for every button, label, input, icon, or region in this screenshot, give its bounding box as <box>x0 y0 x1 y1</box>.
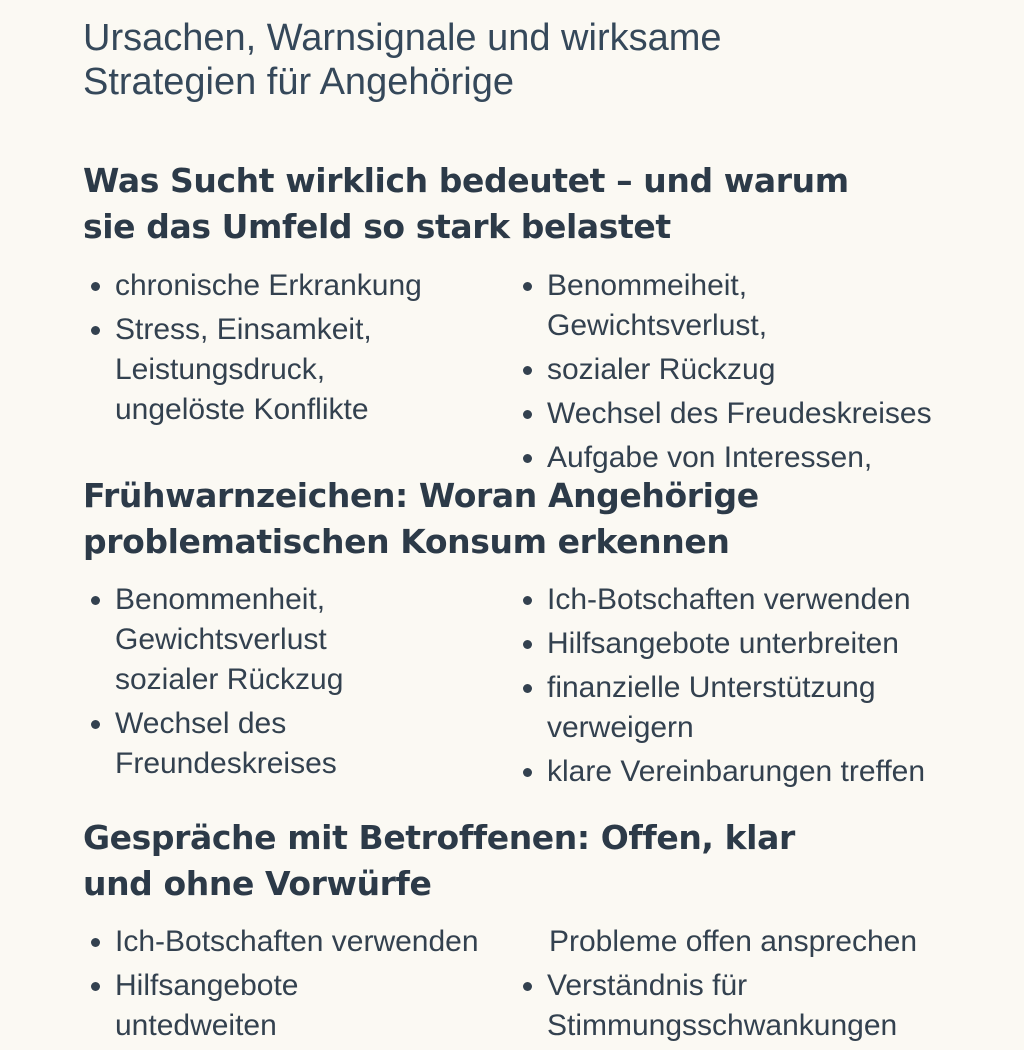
list-item: Wechsel des Freudeskreises <box>515 394 1015 434</box>
section-2-left-list <box>83 580 503 788</box>
list-item: Benommenheit, Gewichtsverlust sozialer Rückzug <box>83 580 503 700</box>
list-item: Probleme offen ansprechen <box>549 925 918 958</box>
document-title: Ursachen, Warnsignale und wirksame Strategien für Angehörige <box>83 17 722 103</box>
list-item: finanzielle Unterstützung verweigern <box>515 668 1015 748</box>
list-item: Stress, Einsamkeit, Leistungsdruck, ungelöste Konflikte <box>83 310 503 430</box>
section-2-right-list <box>515 580 1015 796</box>
list-item: sozialer Rückzug <box>515 350 1015 390</box>
list-item: klare Vereinbarungen treffen <box>515 752 1015 792</box>
list-item: Wechsel des Freundeskreises <box>83 704 503 784</box>
list-item: chronische Erkrankung <box>83 266 503 306</box>
section-3-right-list <box>515 922 1015 1050</box>
list-item: Ich-Botschaften verwenden <box>515 580 1015 620</box>
list-item: Hilfsangebote unterbreiten <box>515 624 1015 664</box>
section-3-left-list <box>83 922 533 1050</box>
list-item: Aufgabe von Interessen, <box>515 438 1015 478</box>
section-heading-conversations: Gespräche mit Betroffenen: Offen, klar und ohne Vorwürfe <box>83 818 795 903</box>
list-item: Hilfsangebote untedweiten <box>83 966 533 1046</box>
section-heading-early-warning-signs: Frühwarnzeichen: Woran Angehörige problematischen Konsum erkennen <box>83 476 759 561</box>
section-1-left-list <box>83 266 503 434</box>
list-item: Ich-Botschaften verwenden <box>83 922 533 962</box>
list-item: Verständnis für Stimmungsschwankungen <box>515 966 1015 1046</box>
list-item: Benommeiheit, Gewichtsverlust, <box>515 266 1015 346</box>
section-heading-what-addiction-means: Was Sucht wirklich bedeutet – und warum sie das Umfeld so stark belastet <box>83 161 849 246</box>
section-1-right-list <box>515 266 1015 482</box>
